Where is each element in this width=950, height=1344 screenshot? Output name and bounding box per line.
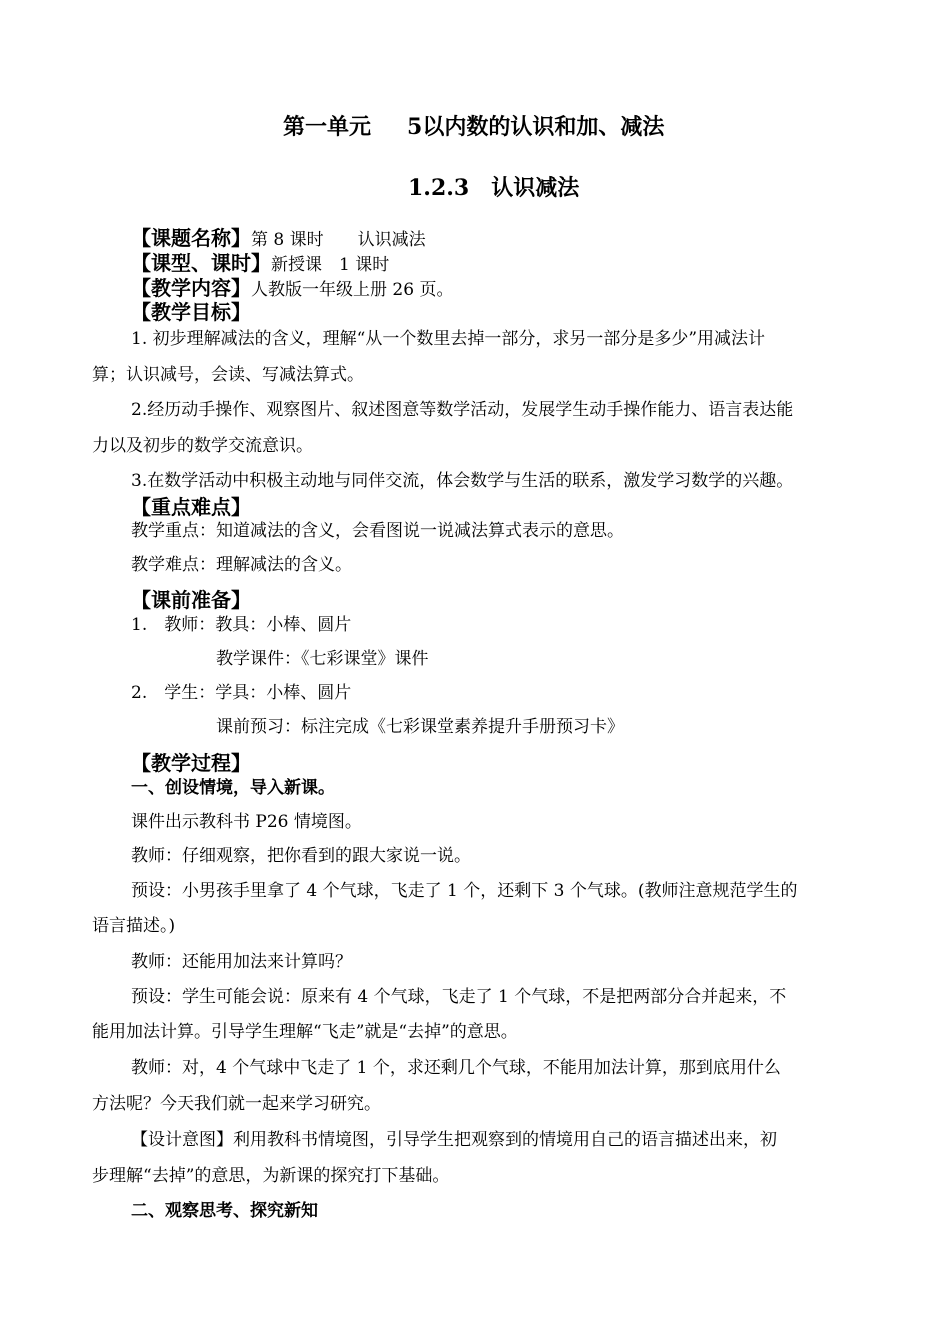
goal-2-line-2: 力以及初步的数学交流意识。 xyxy=(92,436,313,456)
lesson-title: 1.2.3 认识减法 xyxy=(408,175,580,201)
process-line: 预设：学生可能会说：原来有 4 个气球，飞走了 1 个气球，不是把两部分合并起来，不 xyxy=(131,987,787,1007)
prep-heading: 【课前准备】 xyxy=(131,588,251,612)
teaching-difficulty: 教学难点：理解减法的含义。 xyxy=(131,555,352,575)
lesson-type-value: 新授课 1 课时 xyxy=(271,255,390,275)
process-line: 教师：还能用加法来计算吗？ xyxy=(131,952,352,972)
keypoints-heading: 【重点难点】 xyxy=(131,495,251,519)
prep-teacher: 1. 教师：教具：小棒、圆片 xyxy=(131,615,352,635)
prep-teacher-courseware: 教学课件：《七彩课堂》课件 xyxy=(216,649,429,669)
design-intent-line-2: 步理解“去掉”的意思，为新课的探究打下基础。 xyxy=(92,1166,450,1186)
unit-topic: 5以内数的认识和加、减法 xyxy=(407,114,665,140)
goal-1-line-2: 算；认识减号，会读、写减法算式。 xyxy=(92,365,364,385)
lesson-type-row xyxy=(131,252,389,275)
process-line: 方法呢？今天我们就一起来学习研究。 xyxy=(92,1094,381,1114)
section-2-title: 二、观察思考、探究新知 xyxy=(131,1201,318,1221)
prep-student-preview: 课前预习：标注完成《七彩课堂素养提升手册预习卡》 xyxy=(216,717,624,737)
process-line: 预设：小男孩手里拿了 4 个气球，飞走了 1 个，还剩下 3 个气球。(教师注意规范学生的 xyxy=(131,881,798,901)
process-line: 能用加法计算。引导学生理解“飞走”就是“去掉”的意思。 xyxy=(92,1022,518,1042)
goal-3: 3.在数学活动中积极主动地与同伴交流，体会数学与生活的联系，激发学习数学的兴趣。 xyxy=(131,471,794,491)
lesson-content-row xyxy=(131,277,453,300)
lesson-name-label: 【课题名称】 xyxy=(131,226,251,250)
process-heading: 【教学过程】 xyxy=(131,751,251,775)
lesson-name-value: 第 8 课时 认识减法 xyxy=(251,230,426,250)
process-line: 语言描述。) xyxy=(92,916,176,936)
goal-1-line-1: 1. 初步理解减法的含义，理解“从一个数里去掉一部分，求另一部分是多少”用减法计 xyxy=(131,329,766,349)
process-line: 课件出示教科书 P26 情境图。 xyxy=(131,812,362,832)
prep-student: 2. 学生：学具：小棒、圆片 xyxy=(131,683,352,703)
lesson-name-row xyxy=(131,227,426,250)
design-intent-line-1: 【设计意图】利用教科书情境图，引导学生把观察到的情境用自己的语言描述出来，初 xyxy=(131,1130,777,1150)
process-line: 教师：对，4 个气球中飞走了 1 个，求还剩几个气球，不能用加法计算，那到底用什么 xyxy=(131,1058,781,1078)
section-1-title: 一、创设情境，导入新课。 xyxy=(131,778,335,798)
unit-label: 第一单元 xyxy=(283,114,372,140)
goal-2-line-1: 2.经历动手操作、观察图片、叙述图意等数学活动，发展学生动手操作能力、语言表达能 xyxy=(131,400,794,420)
lesson-content-label: 【教学内容】 xyxy=(131,276,251,300)
teaching-focus: 教学重点：知道减法的含义，会看图说一说减法算式表示的意思。 xyxy=(131,521,624,541)
page-title xyxy=(283,114,664,140)
goals-heading: 【教学目标】 xyxy=(131,300,251,324)
lesson-content-value: 人教版一年级上册 26 页。 xyxy=(251,280,454,300)
process-line: 教师：仔细观察，把你看到的跟大家说一说。 xyxy=(131,846,471,866)
lesson-type-label: 【课型、课时】 xyxy=(131,251,271,275)
